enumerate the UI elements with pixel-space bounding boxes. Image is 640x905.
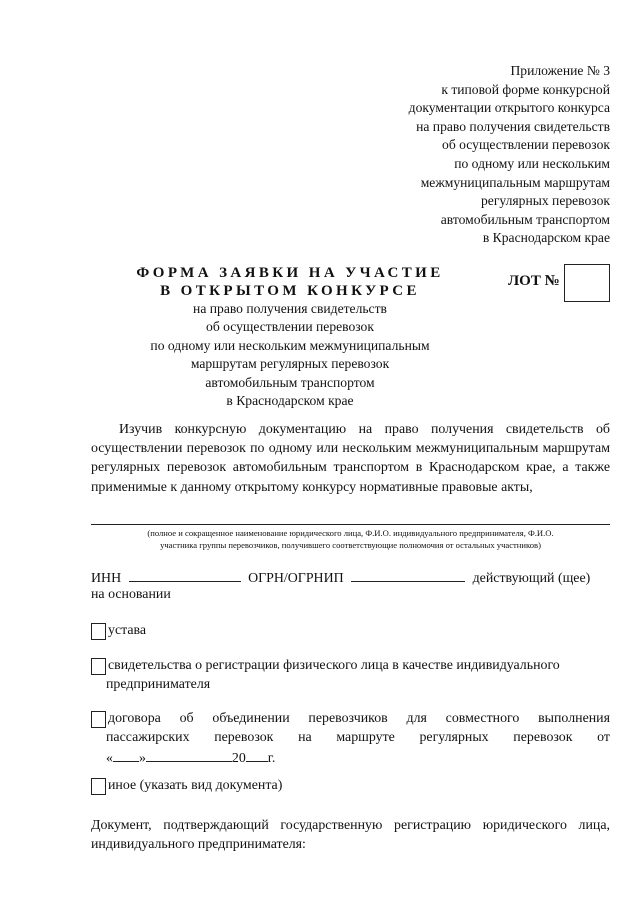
form-subtitle-line: об осуществлении перевозок [206,319,374,335]
option-agreement [91,710,610,768]
other-checkbox[interactable] [91,778,106,795]
option-other [91,777,610,796]
date-month-field[interactable] [146,748,232,762]
date-open-quote: « [106,750,113,766]
date-suffix: г. [267,750,276,766]
date-year-prefix: 20 [231,750,246,766]
other-label: иное (указать вид документа) [108,778,283,793]
certificate-checkbox[interactable] [91,658,106,675]
applicant-name-line[interactable] [91,524,610,525]
ogrn-label: ОГРН/ОГРНИП [248,571,344,586]
form-title-line: В ОТКРЫТОМ КОНКУРСЕ [160,283,420,299]
appendix-line: к типовой форме конкурсной [441,81,610,97]
form-subtitle-line: по одному или нескольким межмуниципальным [150,337,430,353]
date-day-field[interactable] [113,748,139,762]
charter-checkbox[interactable] [91,623,106,640]
inn-ogrn-row [91,568,610,588]
appendix-note [310,62,610,248]
certificate-label: свидетельства о регистрации физического лица в качестве индивидуального [108,658,560,673]
acting-label: действующий (щее) [472,571,591,586]
option-charter [91,622,610,641]
option-certificate [91,657,610,695]
form-subtitle-line: в Краснодарском крае [226,393,354,409]
agreement-date [91,748,610,769]
ogrn-field[interactable] [351,568,465,582]
inn-label: ИНН [91,571,122,586]
form-title [100,264,480,410]
agreement-label: договора об объединении перевозчиков для совместного выполнения [108,711,610,726]
caption-line: (полное и сокращенное наименование юридического лица, Ф.И.О. индивидуального предпринимателя, Ф.И.О. [147,528,554,538]
form-subtitle-line: на право получения свидетельств [193,301,387,316]
certificate-label-cont: предпринимателя [106,676,211,692]
appendix-line: на право получения свидетельств [416,118,610,134]
applicant-name-caption [91,527,610,551]
appendix-line: Приложение № 3 [510,63,610,78]
inn-field[interactable] [129,568,241,582]
agreement-checkbox[interactable] [91,711,106,728]
date-year-field[interactable] [246,748,268,762]
appendix-line: автомобильным транспортом [440,211,610,227]
lot-number-field[interactable] [564,264,610,302]
form-title-line: ФОРМА ЗАЯВКИ НА УЧАСТИЕ [136,265,444,281]
charter-label: устава [108,623,147,638]
appendix-line: по одному или нескольким [454,155,610,171]
date-close-quote: » [138,750,146,766]
registration-document-paragraph: Документ, подтверждающий государственную регистрацию юридического лица, индивидуального предпринимателя: [91,818,610,852]
caption-line: участника группы перевозчиков, получившего соответствующие полномочия от остальных участников) [160,540,541,550]
agreement-label-cont: пассажирских перевозок на маршруте регулярных перевозок от [106,729,610,745]
appendix-line: межмуниципальным маршрутам [420,174,610,190]
appendix-line: об осуществлении перевозок [442,137,610,153]
form-subtitle-line: маршрутам регулярных перевозок [190,356,390,372]
appendix-line: документации открытого конкурса [408,100,610,116]
intro-paragraph: Изучив конкурсную документацию на право получения свидетельств об осуществлении перевозок по одному или нескольким межмуниципальным маршрутам регулярных перевозок автомобильным транспортом в Краснодарском крае, а также применимые к данному открытому конкурсу нормативные правовые акты, [91,422,610,495]
basis-label: на основании [91,587,171,602]
form-subtitle-line: автомобильным транспортом [205,374,375,390]
appendix-line: регулярных перевозок [481,193,610,209]
lot-label: ЛОТ № [508,273,560,289]
appendix-line: в Краснодарском крае [482,230,610,246]
